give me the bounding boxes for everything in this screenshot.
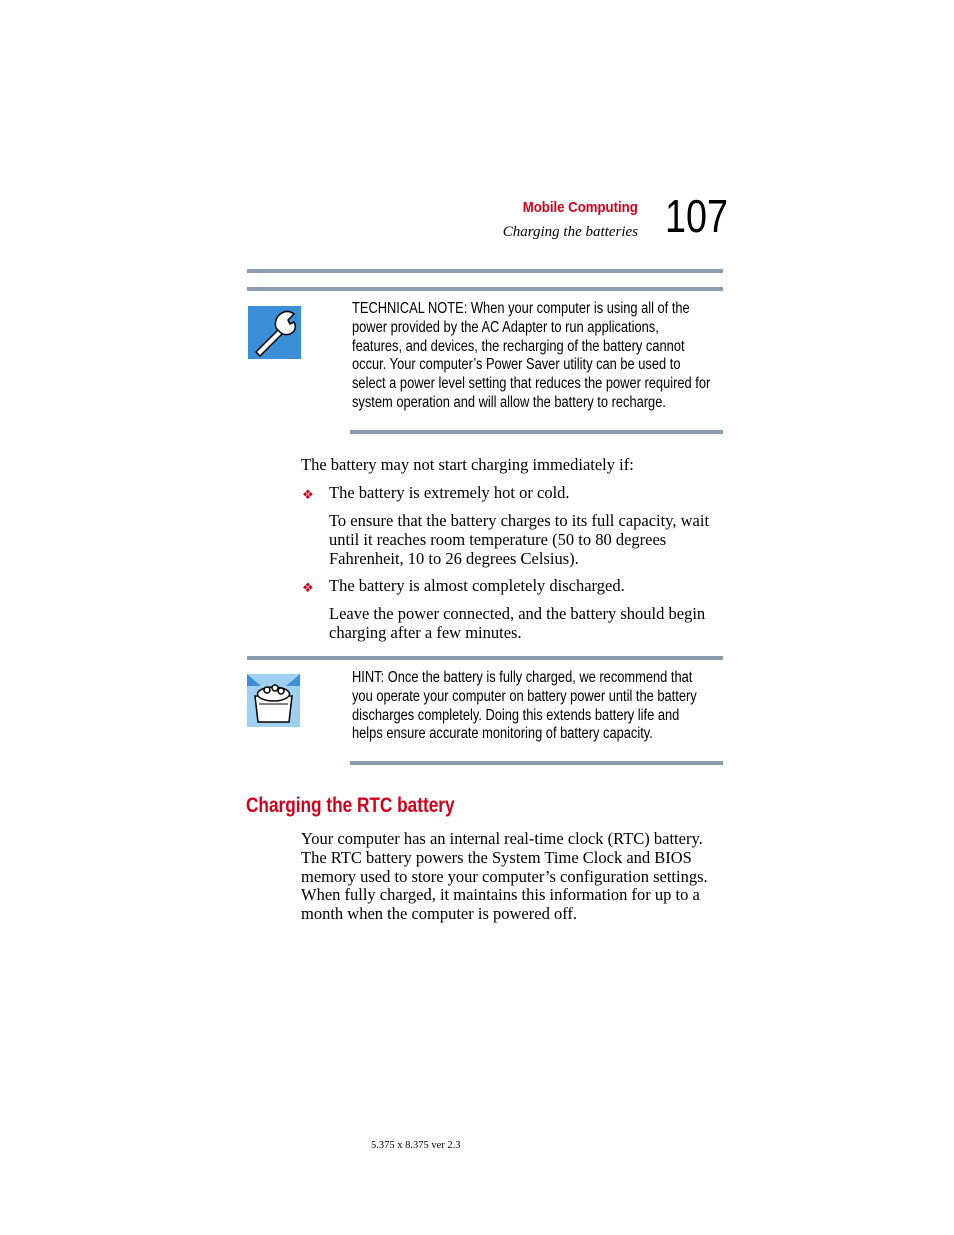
note-line: power provided by the AC Adapter to run applications, <box>352 318 659 336</box>
wrench-icon <box>248 306 301 359</box>
note-top-rule <box>247 287 723 291</box>
page-number: 107 <box>665 190 728 242</box>
intro-paragraph: The battery may not start charging immediately if: <box>301 455 634 474</box>
section-heading: Charging the RTC battery <box>246 794 455 817</box>
hint-line: you operate your computer on battery power until the battery <box>352 687 697 705</box>
note-line: occur. Your computer’s Power Saver utility can be used to <box>352 356 681 374</box>
hint-line: discharges completely. Doing this extends battery life and <box>352 706 680 724</box>
paragraph-line: Your computer has an internal real-time clock (RTC) battery. <box>301 829 703 848</box>
note-line: select a power level setting that reduces the power required for <box>352 375 711 393</box>
detail-line: Fahrenheit, 10 to 26 degrees Celsius). <box>329 548 579 568</box>
paragraph-line: The RTC battery powers the System Time Clock and BIOS <box>301 847 692 867</box>
note-line: TECHNICAL NOTE: When your computer is using all of the <box>352 300 690 317</box>
detail-line: until it reaches room temperature (50 to 80 degrees <box>329 529 667 549</box>
note-bottom-rule <box>350 430 723 434</box>
hint-note <box>352 669 723 744</box>
technical-note <box>352 300 723 413</box>
paragraph-line: When fully charged, it maintains this information for up to a <box>301 885 700 905</box>
paragraph-line: month when the computer is powered off. <box>301 904 578 924</box>
rtc-paragraph <box>301 830 721 924</box>
paragraph-line: memory used to store your computer’s configuration settings. <box>301 866 708 886</box>
bullet-text: The battery is extremely hot or cold. <box>329 483 570 502</box>
detail-line: charging after a few minutes. <box>329 622 522 642</box>
bullet-detail <box>329 605 729 643</box>
note-line: features, and devices, the recharging of the battery cannot <box>352 337 685 355</box>
bullet-detail <box>329 512 729 568</box>
header-divider <box>247 269 723 273</box>
subsection-title: Charging the batteries <box>502 224 638 240</box>
bullet-icon: ❖ <box>302 580 314 595</box>
bullet-icon: ❖ <box>302 487 314 502</box>
detail-line: To ensure that the battery charges to its full capacity, wait <box>329 511 710 530</box>
hint-line: HINT: Once the battery is fully charged, we recommend that <box>352 669 693 686</box>
hint-bottom-rule <box>350 761 723 765</box>
section-title: Mobile Computing <box>522 199 638 216</box>
hint-top-rule <box>247 656 723 660</box>
detail-line: Leave the power connected, and the battery should begin <box>329 604 706 623</box>
bullet-text: The battery is almost completely discharged. <box>329 576 625 595</box>
note-line: system operation and will allow the battery to recharge. <box>352 393 666 411</box>
treasure-chest-icon <box>247 674 300 727</box>
page-footer: 5.375 x 8.375 ver 2.3 <box>371 1140 461 1151</box>
hint-line: helps ensure accurate monitoring of battery capacity. <box>352 725 653 743</box>
